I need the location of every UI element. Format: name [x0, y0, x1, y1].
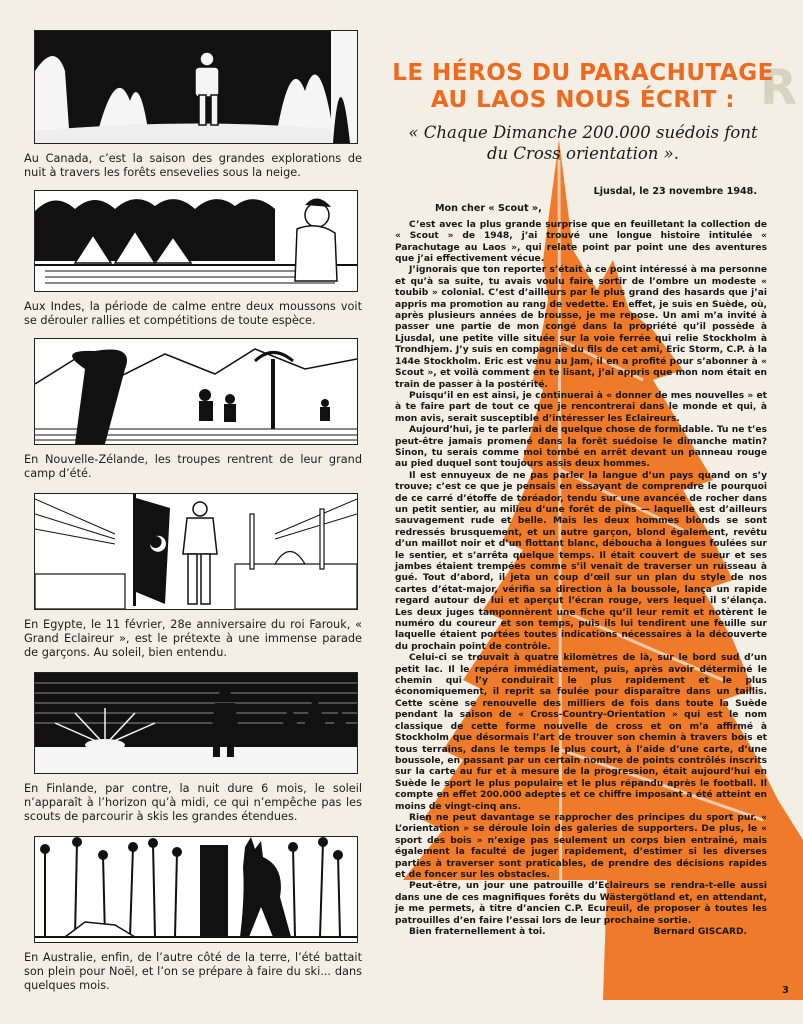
new-zealand-camp-illustration — [34, 338, 358, 445]
panel-egypt — [24, 493, 364, 660]
letter-signature: Bernard GISCARD. — [653, 927, 747, 938]
canada-night-hiker-illustration — [34, 30, 358, 144]
caption-canada: Au Canada, c’est la saison des grandes explorations de nuit à travers les forêts ensevelies sous la neige. — [24, 152, 362, 179]
letter-body — [395, 186, 767, 939]
faded-bleed-letters: R — [760, 60, 797, 116]
letter-closing: Bien fraternellement à toi. — [409, 927, 546, 937]
letter-salutation: Mon cher « Scout », — [435, 203, 542, 215]
caption-india: Aux Indes, la période de calme entre deux moussons voit se dérouler rallies et compétitions de toute espèce. — [24, 300, 362, 327]
letter-paragraph: Rien ne peut davantage se rapprocher des principes du sport pur. « L’orientation » se déroule loin des galeries de supporters. De plus, le « sport des bois » n’exige pas seulement un corps bien entraîné, mais également la faculté de juger rapidement, d’estimer si les diverses parties à traverser sont praticables, de prendre des décisions rapides et de foncer sur les obstacles. — [395, 812, 767, 880]
finland-skier-illustration — [34, 672, 358, 774]
subhead-line-2: du Cross orientation ». — [486, 144, 680, 163]
panel-canada — [24, 30, 364, 180]
letter-dateline: Ljusdal, le 23 novembre 1948. — [593, 186, 757, 197]
letter-paragraph: Celui-ci se trouvait à quatre kilomètres de là, sur le bord sud d’un petit lac. Il le repéra immédiatement, puis, après avoir déterminé le chemin qui l’y conduirait le plus rapidement et le plus économiquement, il reprit sa foulée pour disparaître dans un taillis. Cette scène se renouvelle des milliers de fois dans toute la Suède pendant la saison de « Cross-Country-Orientation » qui est le nom classique de cette forme nouvelle de cross et on m’a affirmé à Stockholm que désormais l’art de trouver son chemin à travers bois et tous terrains, dans le temps le plus court, à l’aide d’une carte, d’une boussole, en passant par un certain nombre de points contrôlés inscrits sur la carte au fur et à mesure de la progression, était aujourd’hui en Suède le sport le plus populaire et le plus répandu après le football. Il compte en effet 200.000 adeptes et ce chiffre imposant a été atteint en moins de vingt-cinq ans. — [395, 653, 767, 812]
headline-line-2: AU LAOS NOUS ÉCRIT : — [430, 87, 736, 113]
panel-finland — [24, 672, 364, 824]
letter-paragraph: Puisqu’il en est ainsi, je continuerai à « donner de mes nouvelles » et à te faire part de tout ce que je rencontrerai dans le monde et qui, à mon avis, serait susceptible d’intéresser les Eclaireurs. — [395, 390, 767, 424]
headline-line-1: LE HÉROS DU PARACHUTAGE — [392, 60, 774, 86]
left-column — [24, 30, 364, 993]
subhead-line-1: « Chaque Dimanche 200.000 suédois font — [408, 123, 758, 142]
article-headline — [384, 60, 782, 114]
caption-australia: En Australie, enfin, de l’autre côté de la terre, l’été battait son plein pour Noël, et l’on se prépare à faire du ski... dans quelques mois. — [24, 951, 362, 992]
panel-australia — [24, 836, 364, 993]
article-subhead — [384, 122, 782, 164]
article-header — [384, 60, 782, 164]
letter-paragraph: Peut-être, un jour une patrouille d’Eclaireurs se rendra-t-elle aussi dans une de ces magnifiques forêts du Wästergötland et, en attendant, je me permets, à titre d’ancien C.P. Ecureuil, de proposer à toutes les patrouilles d’en faire l’essai lors de leur prochaine sortie. — [395, 881, 767, 926]
panel-india — [24, 190, 364, 328]
letter-paragraph: Il est ennuyeux de ne pas parler la langue d’un pays quand on s’y trouve; c’est ce que je pensais en essayant de comprendre le pourquoi de ce carré d’étoffe de toréador, tendu sur une avancée de rocher dans un petit sentier, au milieu d’une forêt de pins — laquelle est d’ailleurs sauvagement rude et belle. Mais les deux hommes blonds se sont redressés brusquement, et un autre garçon, blond également, revêtu d’un maillot noir et d’un flottant blanc, déboucha à longues foulées sur le sentier, et s’arrêta quelque temps. Il était couvert de sueur et ses jambes étaient trempées comme s’il venait de traverser un ruisseau à gué. Tout d’abord, il jeta un coup d’œil sur un plan du style de nos cartes d’état-major, vérifia sa direction à la boussole, lança un rapide regard autour de lui et aperçut l’écran rouge, vers lequel il s’élança. Les deux juges tamponnèrent une fiche qu’il leur remit et notèrent le numéro du coureur et son temps, puis ils lui tendirent une feuille sur laquelle étaient portées toutes indications nécessaires à la découverte du prochain point de contrôle. — [395, 470, 767, 652]
panel-new-zealand — [24, 338, 364, 481]
caption-new-zealand: En Nouvelle-Zélande, les troupes rentrent de leur grand camp d’été. — [24, 453, 362, 480]
caption-egypt: En Egypte, le 11 février, 28e anniversaire du roi Farouk, « Grand Eclaireur », est le prétexte à une immense parade de garçons. Au soleil, bien entendu. — [24, 618, 362, 659]
letter-paragraph: J’ignorais que ton reporter s’était à ce point intéressé à ma personne et qu’à sa suite, tu avais voulu faire sortir de l’ombre un modeste « toubib » colonial. C’est d’ailleurs par le plus grand des hasards que j’ai appris ma promotion au rang de vedette. En effet, je suis en Suède, où, après plusieurs années de brousse, je me repose. Un ami m’a invité à passer une partie de mon congé dans la propriété qu’il possède à Ljusdal, une petite ville située sur la voie ferrée qui relie Stockholm à Trondhjem. J’y suis en compagnie du fils de cet ami, Eric Storm, C.P. à la 144e Stockholm. Eric est venu au Jam, il en a profité pour s’abonner à « Scout », et voilà comment en te lisant, j’ai appris que mon nom était en train de passer à la postérité. — [395, 265, 767, 390]
india-tents-illustration — [34, 190, 358, 292]
australia-kangaroo-illustration — [34, 836, 358, 943]
caption-finland: En Finlande, par contre, la nuit dure 6 mois, le soleil n’apparaît à l’horizon qu’à midi, ce qui n’empêche pas les scouts de parcourir à skis les grandes étendues. — [24, 782, 362, 823]
letter-paragraph: Aujourd’hui, je te parlerai de quelque chose de formidable. Tu ne t’es peut-être jamais promené dans la forêt suédoise le dimanche matin? Sinon, tu serais comme moi tombé en arrêt devant un panneau rouge au pied duquel sont toujours assis deux hommes. — [395, 425, 767, 470]
page-number: 3 — [782, 985, 789, 996]
egypt-flag-illustration — [34, 493, 358, 610]
letter-paragraph: C’est avec la plus grande surprise que en feuilletant la collection de « Scout » de 1948, j’ai trouvé une longue histoire intitulée « Parachutage au Laos », qui relate point par point une des aventures que j’ai effectivement vécue. — [395, 219, 767, 265]
